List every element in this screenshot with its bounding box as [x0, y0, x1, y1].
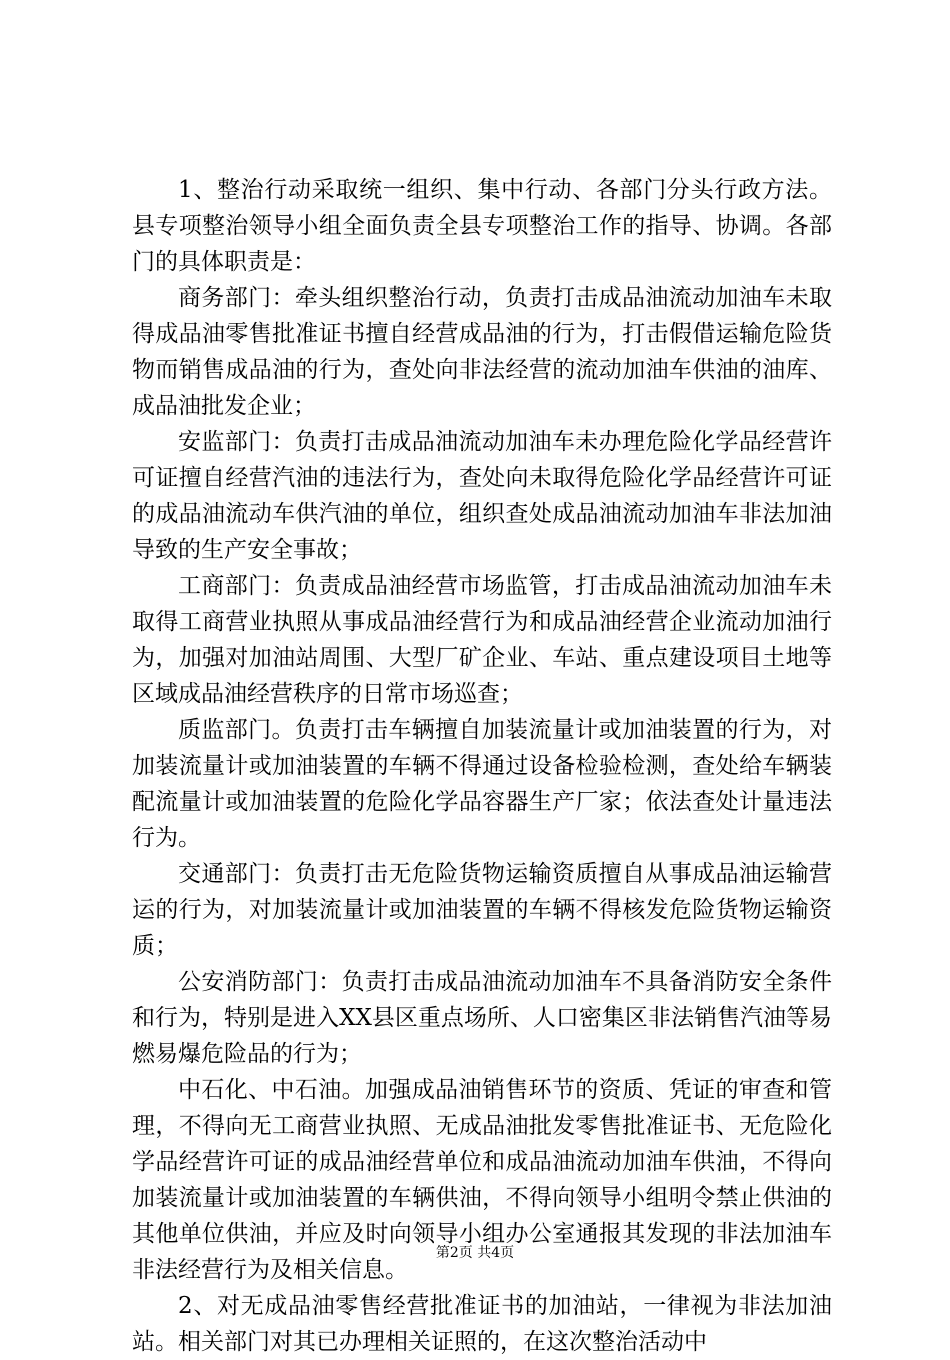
paragraph-3: 安监部门：负责打击成品油流动加油车未办理危险化学品经营许可证擅自经营汽油的违法行为，查处向未取得危险化学品经营许可证的成品油流动车供汽油的单位，组织查处成品油流动加油车非法加油导致的生产安全事故； [132, 429, 832, 563]
document-body [132, 172, 832, 1360]
paragraph-7: 公安消防部门：负责打击成品油流动加油车不具备消防安全条件和行为，特别是进入XX县区重点场所、人口密集区非法销售汽油等易燃易爆危险品的行为； [132, 969, 832, 1067]
paragraph-9: 2、对无成品油零售经营批准证书的加油站，一律视为非法加油站。相关部门对其已办理相关证照的，在这次整治活动中 [132, 1293, 832, 1355]
page-number-footer: 第2页 共4页 [435, 1245, 515, 1261]
paragraph-2: 商务部门：牵头组织整治行动，负责打击成品油流动加油车未取得成品油零售批准证书擅自经营成品油的行为，打击假借运输危险货物而销售成品油的行为，查处向非法经营的流动加油车供油的油库、成品油批发企业； [132, 285, 832, 419]
paragraph-1: 1、整治行动采取统一组织、集中行动、各部门分头行政方法。县专项整治领导小组全面负责全县专项整治工作的指导、协调。各部门的具体职责是： [132, 177, 832, 275]
paragraph-8: 中石化、中石油。加强成品油销售环节的资质、凭证的审查和管理，不得向无工商营业执照、无成品油批发零售批准证书、无危险化学品经营许可证的成品油经营单位和成品油流动加油车供油，不得向加装流量计或加油装置的车辆供油，不得向领导小组明令禁止供油的其他单位供油，并应及时向领导小组办公室通报其发现的非法加油车非法经营行为及相关信息。 [132, 1077, 832, 1283]
paragraph-6: 交通部门：负责打击无危险货物运输资质擅自从事成品油运输营运的行为，对加装流量计或加油装置的车辆不得核发危险货物运输资质； [132, 861, 832, 959]
paragraph-5: 质监部门。负责打击车辆擅自加装流量计或加油装置的行为，对加装流量计或加油装置的车辆不得通过设备检验检测，查处给车辆装配流量计或加油装置的危险化学品容器生产厂家；依法查处计量违法行为。 [132, 717, 832, 851]
paragraph-4: 工商部门：负责成品油经营市场监管，打击成品油流动加油车未取得工商营业执照从事成品油经营行为和成品油经营企业流动加油行为，加强对加油站周围、大型厂矿企业、车站、重点建设项目土地等区域成品油经营秩序的日常市场巡查； [132, 573, 832, 707]
